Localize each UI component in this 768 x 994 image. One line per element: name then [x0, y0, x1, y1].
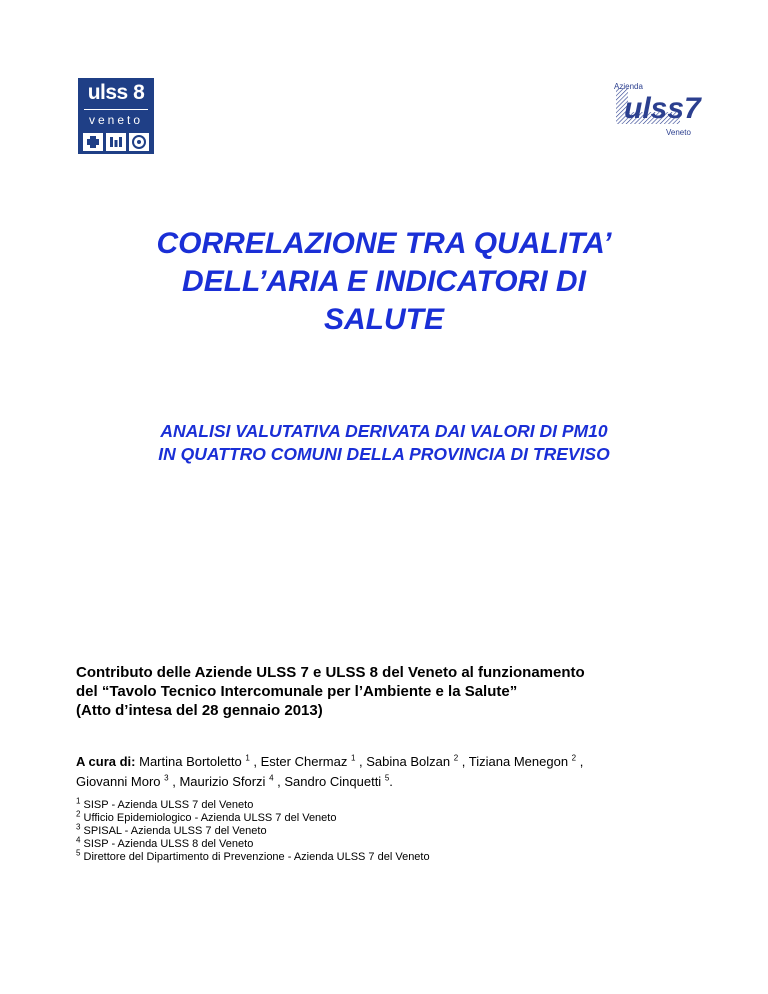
affiliation-number: 3 — [76, 822, 81, 832]
affiliation-number: 1 — [76, 796, 81, 806]
title-line: CORRELAZIONE TRA QUALITA’ — [156, 227, 612, 260]
author-name: Giovanni Moro — [76, 774, 161, 789]
document-subtitle — [60, 420, 708, 466]
cross-icon — [83, 133, 103, 151]
ulss8-logo-name: ulss 8 — [87, 81, 145, 104]
contribution-line: (Atto d’intesa del 28 gennaio 2013) — [76, 702, 323, 719]
affiliation-item — [76, 796, 716, 812]
title-line: DELL’ARIA E INDICATORI DI — [182, 265, 586, 298]
contribution-statement — [76, 663, 716, 720]
affiliation-number: 4 — [76, 835, 81, 845]
contribution-line: Contributo delle Aziende ULSS 7 e ULSS 8 del Veneto al funzionamento — [76, 664, 585, 681]
author-ref: 2 — [453, 753, 459, 763]
affiliation-text: SPISAL - Azienda ULSS 7 del Veneto — [83, 825, 267, 837]
author-name: Maurizio Sforzi — [179, 774, 266, 789]
spiral-icon — [129, 133, 149, 151]
author-sep: , — [273, 774, 285, 789]
ulss8-logo-region: veneto — [88, 113, 144, 127]
subtitle-line: IN QUATTRO COMUNI DELLA PROVINCIA DI TREVISO — [158, 444, 610, 464]
ulss7-logo-azienda: Azienda — [614, 82, 643, 91]
author-ref: 3 — [164, 773, 169, 783]
affiliation-text: SISP - Azienda ULSS 7 del Veneto — [83, 799, 254, 811]
author-sep: , — [355, 754, 367, 769]
affiliation-number: 2 — [76, 809, 81, 819]
document-title — [60, 225, 708, 339]
author-ref: 1 — [350, 753, 356, 763]
ulss7-logo-veneto: Veneto — [666, 128, 691, 137]
affiliation-text: Ufficio Epidemiologico - Azienda ULSS 7 del Veneto — [83, 812, 337, 824]
author-sep: , — [249, 754, 261, 769]
author-name: Tiziana Menegon — [468, 754, 569, 769]
author-sep: , — [168, 774, 180, 789]
ulss7-logo — [608, 78, 701, 140]
author-name: Martina Bortoletto — [139, 754, 242, 769]
author-name: Sandro Cinquetti — [284, 774, 382, 789]
ulss7-logo-text: ulss7 — [624, 92, 701, 125]
author-ref: 1 — [245, 753, 250, 763]
subtitle-line: ANALISI VALUTATIVA DERIVATA DAI VALORI DI PM10 — [160, 421, 608, 441]
affiliation-text: SISP - Azienda ULSS 8 del Veneto — [83, 838, 254, 850]
affiliation-item — [76, 835, 716, 851]
affiliations-list — [76, 796, 716, 864]
author-sep: , — [458, 754, 469, 769]
author-name: Ester Chermaz — [260, 754, 348, 769]
ulss8-logo — [78, 78, 154, 154]
affiliation-number: 5 — [76, 848, 81, 858]
author-ref: 4 — [269, 773, 274, 783]
authors-block — [76, 752, 716, 792]
affiliation-item — [76, 809, 716, 825]
affiliation-text: Direttore del Dipartimento di Prevenzione - Azienda ULSS 7 del Veneto — [83, 851, 430, 863]
affiliation-item — [76, 848, 716, 864]
ulss8-logo-divider — [84, 109, 148, 110]
author-sep: , — [576, 754, 584, 769]
author-sep: . — [389, 774, 393, 789]
author-ref: 5 — [384, 773, 390, 783]
ulss8-logo-icons — [82, 133, 150, 151]
author-ref: 2 — [571, 753, 577, 763]
affiliation-item — [76, 822, 716, 838]
title-line: SALUTE — [324, 303, 444, 336]
authors-lead: A cura di: — [76, 754, 136, 769]
contribution-line: del “Tavolo Tecnico Intercomunale per l’Ambiente e la Salute” — [76, 683, 518, 700]
building-icon — [106, 133, 126, 151]
author-name: Sabina Bolzan — [366, 754, 451, 769]
